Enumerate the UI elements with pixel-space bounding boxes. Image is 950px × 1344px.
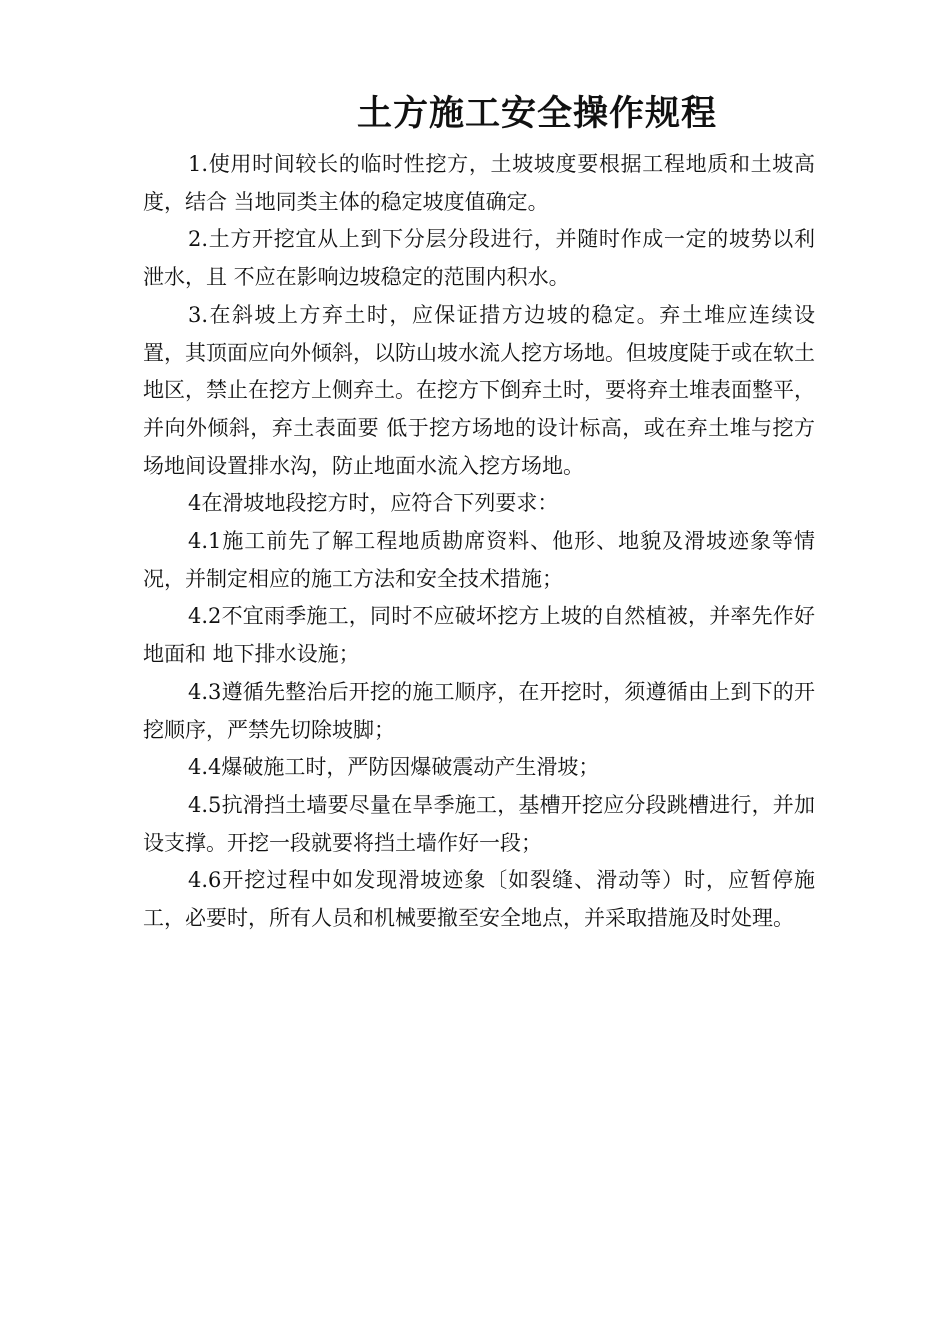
paragraph-3: 3.在斜坡上方弃土时，应保证措方边坡的稳定。弃土堆应连续设置，其顶面应向外倾斜，以防山坡水流人挖方场地。但坡度陡于或在软土地区，禁止在挖方上侧弃土。在挖方下倒弃土时，要将弃土堆表面整平，并向外倾斜，弃土表面要 低于挖方场地的设计标高，或在弃土堆与挖方场地间设置排水沟，防止地面水流入挖方场地。: [143, 302, 815, 478]
paragraph-4-5: 4.5抗滑挡土墙要尽量在旱季施工，基槽开挖应分段跳槽进行，并加设支撑。开挖一段就要将挡土墙作好一段；: [143, 792, 815, 855]
paragraph-4-3: 4.3遵循先整治后开挖的施工顺序，在开挖时，须遵循由上到下的开挖顺序，严禁先切除坡脚；: [143, 679, 815, 742]
paragraph-4: 4在滑坡地段挖方时，应符合下列要求：: [188, 491, 559, 516]
paragraph-4-1: 4.1施工前先了解工程地质勘席资料、他形、地貌及滑坡迹象等情况，并制定相应的施工方法和安全技术措施；: [143, 529, 815, 591]
document-body: [143, 146, 815, 938]
paragraph-4-6: 4.6开挖过程中如发现滑坡迹象〔如裂缝、滑动等）时，应暂停施工，必要时，所有人员和机械要撤至安全地点，并采取措施及时处理。: [143, 868, 815, 931]
paragraph-4-2: 4.2不宜雨季施工，同时不应破坏挖方上坡的自然植被，并率先作好地面和 地下排水设施；: [143, 604, 815, 667]
paragraph-4-4: 4.4爆破施工时，严防因爆破震动产生滑坡；: [188, 755, 600, 780]
document-title: 土方施工安全操作规程: [356, 94, 717, 134]
paragraph-1: 1.使用时间较长的临时性挖方，土坡坡度要根据工程地质和土坡高度，结合 当地同类主体的稳定坡度值确定。: [143, 152, 815, 214]
paragraph-2: 2.土方开挖宜从上到下分层分段进行，并随时作成一定的坡势以利泄水，且 不应在影响边坡稳定的范围内积水。: [143, 227, 815, 290]
